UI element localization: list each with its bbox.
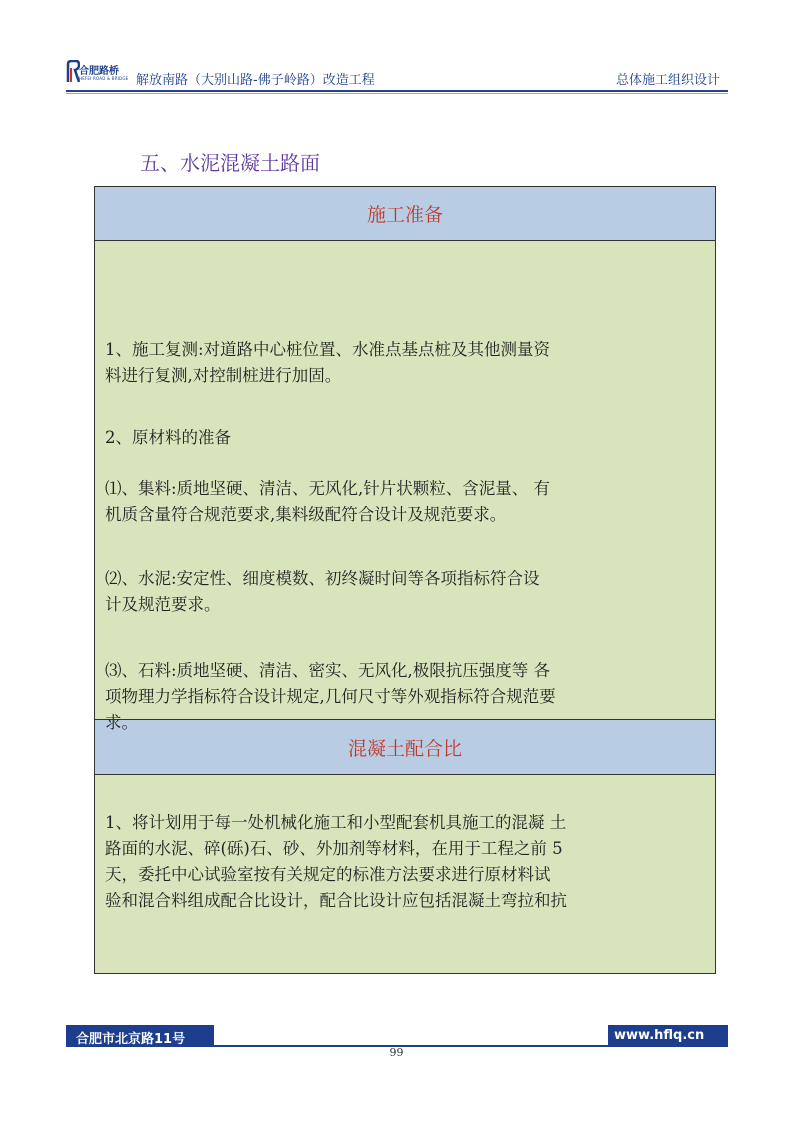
text-line: 路面的水泥、碎(砾)石、砂、外加剂等材料，在用于工程之前 5 <box>105 839 563 858</box>
text-line: ⑴、集料:质地坚硬、清洁、无风化,针片状颗粒、含泥量、 有 <box>105 479 551 498</box>
text-line: 求。 <box>105 713 138 732</box>
text-line: 计及规范要求。 <box>105 595 221 614</box>
paragraph-stone <box>105 658 705 736</box>
text-line: 验和混合料组成配合比设计，配合比设计应包括混凝土弯拉和抗 <box>105 891 567 910</box>
section-heading: 五、水泥混凝土路面 <box>140 151 320 175</box>
footer-website: www.hflq.cn <box>614 1028 705 1043</box>
logo-mark-icon <box>66 60 80 84</box>
paragraph-mix-design <box>105 810 705 914</box>
footer-address: 合肥市北京路11号 <box>76 1032 186 1047</box>
text-line: 料进行复测,对控制桩进行加固。 <box>105 366 342 385</box>
company-logo <box>66 60 129 90</box>
page-header <box>66 58 728 94</box>
table-cell-construction-prep <box>95 241 715 732</box>
header-divider-thin <box>66 93 728 94</box>
page-number: 99 <box>389 1046 404 1059</box>
text-line: 2、原材料的准备 <box>105 428 231 447</box>
text-line: 机质含量符合规范要求,集料级配符合设计及规范要求。 <box>105 505 507 524</box>
footer-address-block <box>66 1025 214 1047</box>
band-label: 施工准备 <box>366 204 443 226</box>
logo-text: 合肥路桥 <box>79 66 119 77</box>
header-divider <box>66 90 728 92</box>
text-line: 项物理力学指标符合设计规定,几何尺寸等外观指标符合规范要 <box>105 687 556 706</box>
band-label: 混凝土配合比 <box>347 737 462 760</box>
text-line: ⑶、石料:质地坚硬、清洁、密实、无风化,极限抗压强度等 各 <box>105 661 551 680</box>
table-cell-mix-ratio <box>95 775 715 973</box>
logo-subtext: HEFEI ROAD & BRIDGE <box>79 76 129 81</box>
paragraph-materials <box>105 425 705 451</box>
page-footer <box>66 1025 728 1047</box>
content-table <box>94 186 716 974</box>
text-line: 1、施工复测:对道路中心桩位置、水准点基点桩及其他测量资 <box>105 340 551 359</box>
text-line: 1、将计划用于每一处机械化施工和小型配套机具施工的混凝 土 <box>105 813 567 832</box>
text-line: ⑵、水泥:安定性、细度模数、初终凝时间等各项指标符合设 <box>105 569 540 588</box>
footer-website-block <box>608 1025 728 1047</box>
paragraph-survey <box>105 337 705 389</box>
document-title: 解放南路（大别山路-佛子岭路）改造工程 <box>136 73 375 88</box>
paragraph-aggregate <box>105 476 705 528</box>
paragraph-cement <box>105 566 705 618</box>
document-category: 总体施工组织设计 <box>615 73 720 88</box>
text-line: 天，委托中心试验室按有关规定的标准方法要求进行原材料试 <box>105 865 551 884</box>
table-header-construction-prep <box>95 187 715 241</box>
